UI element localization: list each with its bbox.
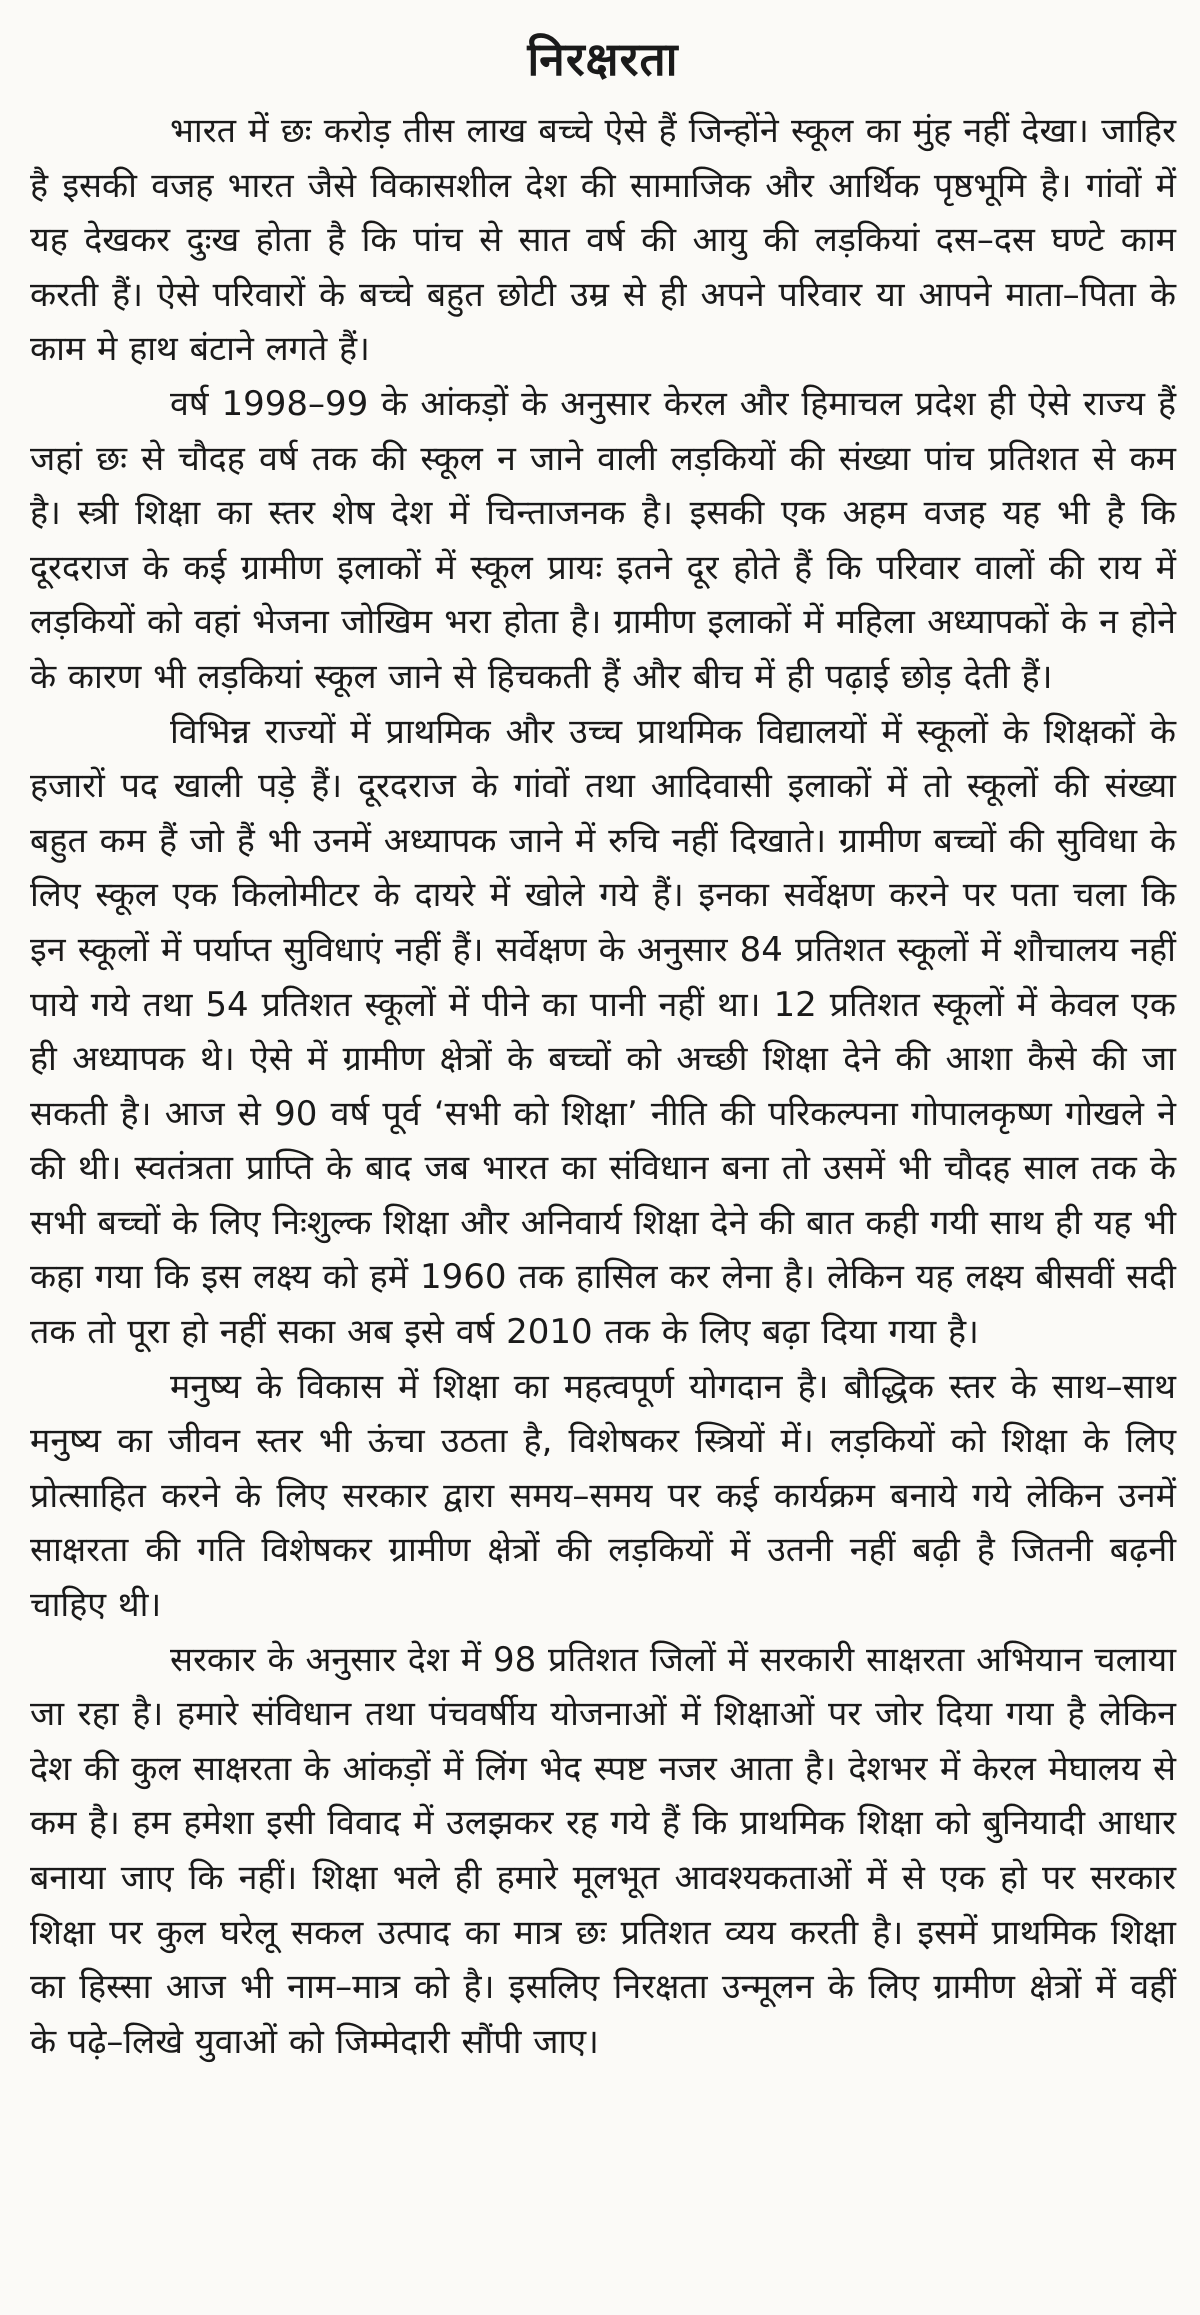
- paragraph-3: विभिन्न राज्यों में प्राथमिक और उच्च प्राथमिक विद्यालयों में स्कूलों के शिक्षकों के हजारों पद खाली पड़े हैं। दूरदराज के गांवों तथा आदिवासी इलाकों में तो स्कूलों की संख्या बहुत कम हैं जो हैं भी उनमें अध्यापक जाने में रुचि नहीं दिखाते। ग्रामीण बच्चों की सुविधा के लिए स्कूल एक किलोमीटर के दायरे में खोले गये हैं। इनका सर्वेक्षण करने पर पता चला कि इन स्कूलों में पर्याप्त सुविधाएं नहीं हैं। सर्वेक्षण के अनुसार 84 प्रतिशत स्कूलों में शौचालय नहीं पाये गये तथा 54 प्रतिशत स्कूलों में पीने का पानी नहीं था। 12 प्रतिशत स्कूलों में केवल एक ही अध्यापक थे। ऐसे में ग्रामीण क्षेत्रों के बच्चों को अच्छी शिक्षा देने की आशा कैसे की जा सकती है। आज से 90 वर्ष पूर्व ‘सभी को शिक्षा’ नीति की परिकल्पना गोपालकृष्ण गोखले ने की थी। स्वतंत्रता प्राप्ति के बाद जब भारत का संविधान बना तो उसमें भी चौदह साल तक के सभी बच्चों के लिए निःशुल्क शिक्षा और अनिवार्य शिक्षा देने की बात कही गयी साथ ही यह भी कहा गया कि इस लक्ष्य को हमें 1960 तक हासिल कर लेना है। लेकिन यह लक्ष्य बीसवीं सदी तक तो पूरा हो नहीं सका अब इसे वर्ष 2010 तक के लिए बढ़ा दिया गया है।: [30, 711, 1176, 1353]
- paragraph-1: भारत में छः करोड़ तीस लाख बच्चे ऐसे हैं जिन्होंने स्कूल का मुंह नहीं देखा। जाहिर है इसकी वजह भारत जैसे विकासशील देश की सामाजिक और आर्थिक पृष्ठभूमि है। गांवों में यह देखकर दुःख होता है कि पांच से सात वर्ष की आयु की लड़कियां दस–दस घण्टे काम करती हैं। ऐसे परिवारों के बच्चे बहुत छोटी उम्र से ही अपने परिवार या आपने माता–पिता के काम मे हाथ बंटाने लगते हैं।: [30, 111, 1176, 370]
- paragraph-2: वर्ष 1998–99 के आंकड़ों के अनुसार केरल और हिमाचल प्रदेश ही ऐसे राज्य हैं जहां छः से चौदह वर्ष तक की स्कूल न जाने वाली लड़कियों की संख्या पांच प्रतिशत से कम है। स्त्री शिक्षा का स्तर शेष देश में चिन्ताजनक है। इसकी एक अहम वजह यह भी है कि दूरदराज के कई ग्रामीण इलाकों में स्कूल प्रायः इतने दूर होते हैं कि परिवार वालों की राय में लड़कियों को वहां भेजना जोखिम भरा होता है। ग्रामीण इलाकों में महिला अध्यापकों के न होने के कारण भी लड़कियां स्कूल जाने से हिचकती हैं और बीच में ही पढ़ाई छोड़ देती हैं।: [30, 383, 1176, 697]
- paragraph-5: सरकार के अनुसार देश में 98 प्रतिशत जिलों में सरकारी साक्षरता अभियान चलाया जा रहा है। हमारे संविधान तथा पंचवर्षीय योजनाओं में शिक्षाओं पर जोर दिया गया है लेकिन देश की कुल साक्षरता के आंकड़ों में लिंग भेद स्पष्ट नजर आता है। देशभर में केरल मेघालय से कम है। हम हमेशा इसी विवाद में उलझकर रह गये हैं कि प्राथमिक शिक्षा को बुनियादी आधार बनाया जाए कि नहीं। शिक्षा भले ही हमारे मूलभूत आवश्यकताओं में से एक हो पर सरकार शिक्षा पर कुल घरेलू सकल उत्पाद का मात्र छः प्रतिशत व्यय करती है। इसमें प्राथमिक शिक्षा का हिस्सा आज भी नाम–मात्र को है। इसलिए निरक्षता उन्मूलन के लिए ग्रामीण क्षेत्रों में वहीं के पढ़े–लिखे युवाओं को जिम्मेदारी सौंपी जाए।: [30, 1639, 1176, 2062]
- paragraph-4: मनुष्य के विकास में शिक्षा का महत्वपूर्ण योगदान है। बौद्धिक स्तर के साथ–साथ मनुष्य का जीवन स्तर भी ऊंचा उठता है, विशेषकर स्त्रियों में। लड़कियों को शिक्षा के लिए प्रोत्साहित करने के लिए सरकार द्वारा समय–समय पर कई कार्यक्रम बनाये गये लेकिन उनमें साक्षरता की गति विशेषकर ग्रामीण क्षेत्रों की लड़कियों में उतनी नहीं बढ़ी है जितनी बढ़नी चाहिए थी।: [30, 1366, 1176, 1626]
- document-title: निरक्षरता: [527, 32, 679, 86]
